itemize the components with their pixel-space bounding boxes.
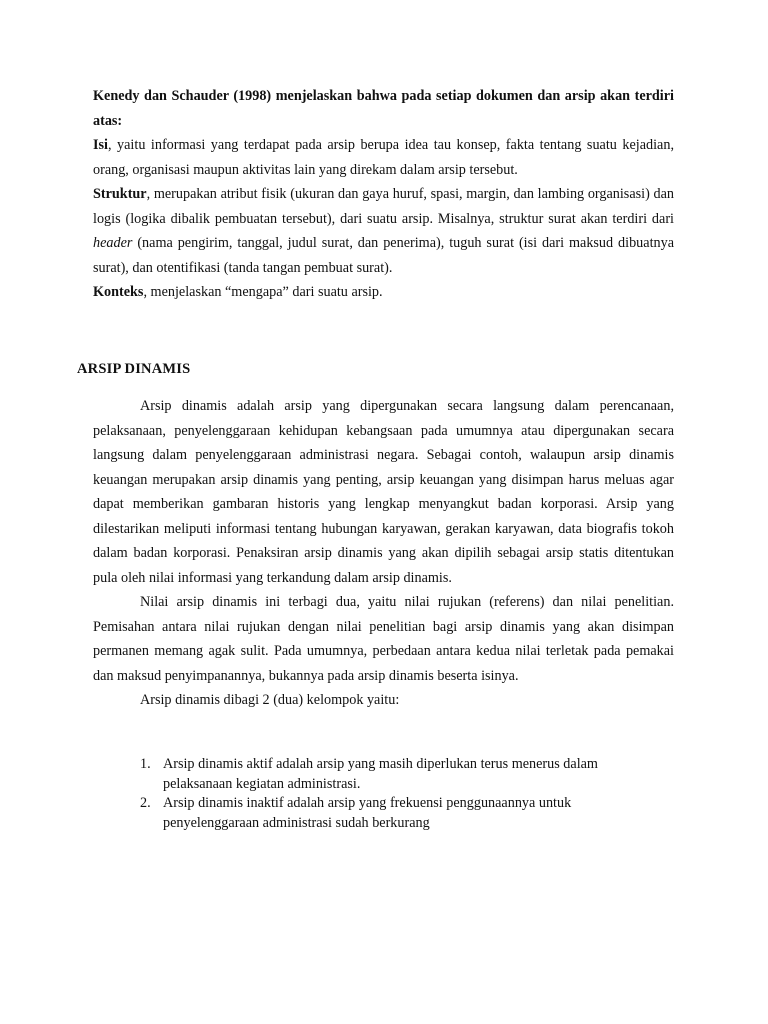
- konteks-definition: [93, 280, 674, 305]
- list-item-text: Arsip dinamis inaktif adalah arsip yang frekuensi penggunaannya untuk penyelenggaraan administrasi sudah berkurang: [163, 795, 572, 831]
- intro-lead: Kenedy dan Schauder (1998) menjelaskan bahwa pada setiap dokumen dan arsip akan terdiri atas:: [93, 88, 674, 129]
- intro-block: [93, 84, 674, 305]
- isi-definition: [93, 133, 674, 182]
- isi-term: Isi: [93, 137, 108, 153]
- section-body: [93, 394, 674, 713]
- konteks-text: , menjelaskan “mengapa” dari suatu arsip.: [143, 284, 383, 300]
- struktur-italic: header: [93, 235, 133, 251]
- struktur-text-1: , merupakan atribut fisik (ukuran dan gaya huruf, spasi, margin, dan lambing organisasi) dan logis (logika dibalik pembuatan tersebut), dari suatu arsip. Misalnya, struktur surat akan terdiri dari: [93, 186, 674, 227]
- struktur-definition: [93, 182, 674, 280]
- list-item: [140, 755, 660, 794]
- paragraph-2: Nilai arsip dinamis ini terbagi dua, yaitu nilai rujukan (referens) dan nilai penelitian. Pemisahan antara nilai rujukan dengan nilai penelitian bagi arsip dinamis yang akan disimpan permanen memang agak sulit. Pada umumnya, perbedaan antara kedua nilai terletak pada pemakai dan maksud penyimpanannya, bukannya pada arsip dinamis beserta isinya.: [93, 594, 674, 684]
- konteks-term: Konteks: [93, 284, 144, 300]
- paragraph-3: Arsip dinamis dibagi 2 (dua) kelompok yaitu:: [140, 692, 400, 708]
- section-heading: ARSIP DINAMIS: [77, 361, 191, 377]
- numbered-list: [140, 755, 660, 833]
- paragraph-1: Arsip dinamis adalah arsip yang dipergunakan secara langsung dalam perencanaan, pelaksanaan, penyelenggaraan kehidupan kebangsaan pada umumnya atau dipergunakan secara langsung dalam penyelenggaraan administrasi negara. Sebagai contoh, walaupun arsip dinamis keuangan merupakan arsip dinamis yang penting, arsip keuangan yang disimpan harus meluas agar dapat memberikan gambaran historis yang lengkap menyangkut badan korporasi. Arsip yang dilestarikan meliputi informasi tentang hubungan karyawan, gerakan karyawan, data biografis tokoh dalam badan korporasi. Penaksiran arsip dinamis yang akan dipilih sebagai arsip statis ditentukan pula oleh nilai informasi yang terkandung dalam arsip dinamis.: [93, 398, 674, 586]
- list-item-text: Arsip dinamis aktif adalah arsip yang masih diperlukan terus menerus dalam pelaksanaan kegiatan administrasi.: [163, 756, 598, 792]
- list-number: 2.: [140, 795, 151, 811]
- struktur-text-2: (nama pengirim, tanggal, judul surat, dan penerima), tuguh surat (isi dari maksud dibuatnya surat), dan otentifikasi (tanda tangan pembuat surat).: [93, 235, 674, 276]
- list-number: 1.: [140, 756, 151, 772]
- list-item: [140, 794, 660, 833]
- struktur-term: Struktur: [93, 186, 147, 202]
- isi-text: , yaitu informasi yang terdapat pada arsip berupa idea tau konsep, fakta tentang suatu kejadian, orang, organisasi maupun aktivitas lain yang direkam dalam arsip tersebut.: [93, 137, 674, 178]
